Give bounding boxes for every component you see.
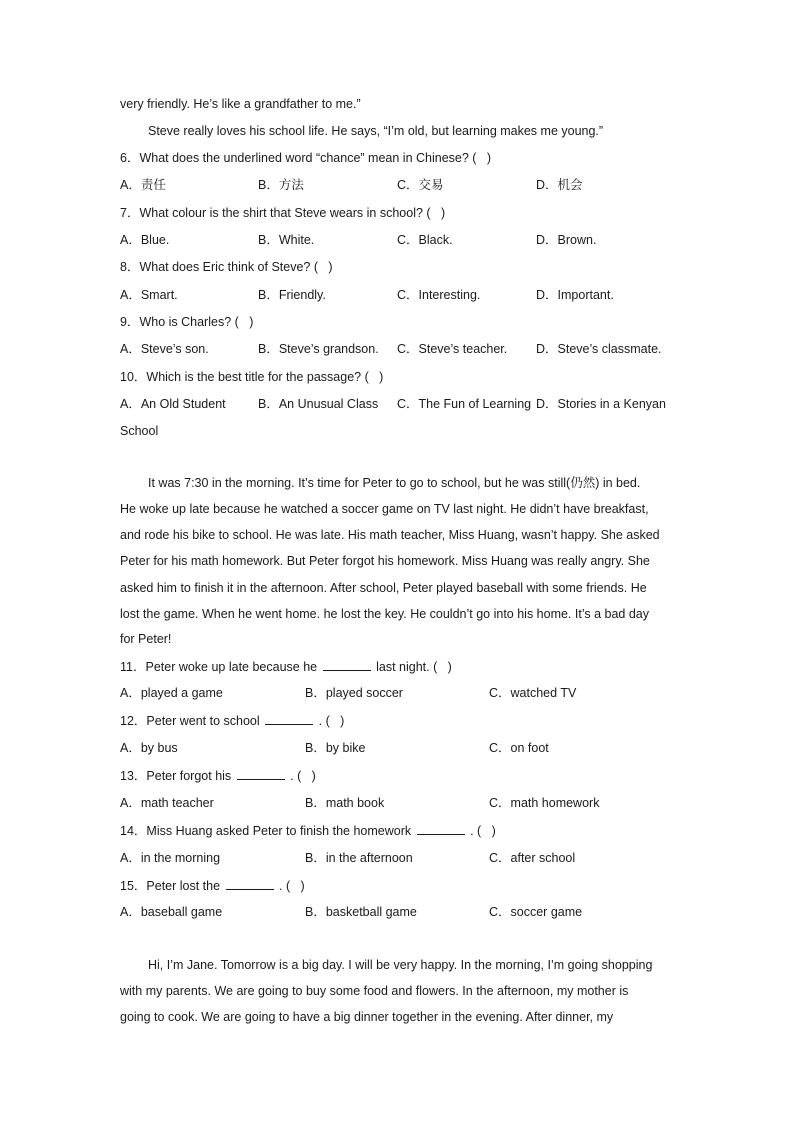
question-13-blank[interactable] <box>237 767 285 780</box>
passage2-line-6: lost the game. When he went home. he lost the key. He couldn’t go into his home. It’s a bad day <box>120 607 650 621</box>
question-11-stem <box>120 658 452 675</box>
question-8-option-d[interactable]: D．Important. <box>536 288 614 302</box>
question-14-stem <box>120 822 496 839</box>
question-13-option-c[interactable]: C．math homework <box>489 796 600 810</box>
question-9-option-d[interactable]: D．Steve’s classmate. <box>536 342 662 356</box>
question-6-option-c[interactable]: C．交易 <box>397 178 444 192</box>
question-7-option-a[interactable]: A．Blue. <box>120 233 170 247</box>
question-14-option-c[interactable]: C．after school <box>489 851 576 865</box>
question-7-option-b[interactable]: B．White. <box>258 233 315 247</box>
question-12-stem-pre: 12．Peter went to school <box>120 714 260 728</box>
passage3-line-3: going to cook. We are going to have a big dinner together in the evening. After dinner, my <box>120 1010 614 1024</box>
question-10-stem: 10．Which is the best title for the passage? ( ) <box>120 370 384 384</box>
question-13-option-b[interactable]: B．math book <box>305 796 385 810</box>
passage2-line-1: It was 7:30 in the morning. It’s time for Peter to go to school, but he was still(仍然) in bed. <box>148 476 641 490</box>
question-15-stem-pre: 15．Peter lost the <box>120 879 221 893</box>
question-8-option-b[interactable]: B．Friendly. <box>258 288 326 302</box>
question-11-stem-pre: 11．Peter woke up late because he <box>120 660 318 674</box>
question-15-stem <box>120 877 305 894</box>
question-13-stem-post: . ( ) <box>290 769 316 783</box>
question-14-stem-pre: 14．Miss Huang asked Peter to finish the homework <box>120 824 412 838</box>
passage3-line-1: Hi, I’m Jane. Tomorrow is a big day. I will be very happy. In the morning, I’m going shopping <box>148 958 653 972</box>
question-15-option-b[interactable]: B．basketball game <box>305 905 417 919</box>
question-15-option-a[interactable]: A．baseball game <box>120 905 223 919</box>
question-6-option-a[interactable]: A．责任 <box>120 178 166 192</box>
question-12-option-b[interactable]: B．by bike <box>305 741 366 755</box>
passage2-line-5: asked him to finish it in the afternoon. After school, Peter played baseball with some friends. He <box>120 581 647 595</box>
question-7-option-c[interactable]: C．Black. <box>397 233 453 247</box>
question-11-option-b[interactable]: B．played soccer <box>305 686 403 700</box>
question-6-stem: 6．What does the underlined word “chance” mean in Chinese? ( ) <box>120 151 492 165</box>
question-10-option-c[interactable]: C．The Fun of Learning <box>397 397 532 411</box>
question-14-option-b[interactable]: B．in the afternoon <box>305 851 413 865</box>
question-8-stem: 8．What does Eric think of Steve? ( ) <box>120 260 333 274</box>
question-11-option-c[interactable]: C．watched TV <box>489 686 577 700</box>
question-12-stem <box>120 712 344 729</box>
question-7-stem: 7．What colour is the shirt that Steve wears in school? ( ) <box>120 206 446 220</box>
question-10-option-d-wrap: School <box>120 424 159 438</box>
question-6-option-d[interactable]: D．机会 <box>536 178 583 192</box>
question-11-blank[interactable] <box>323 658 371 671</box>
question-9-option-c[interactable]: C．Steve’s teacher. <box>397 342 508 356</box>
passage2-line-3: and rode his bike to school. He was late. His math teacher, Miss Huang, wasn’t happy. She asked <box>120 528 660 542</box>
passage3-line-2: with my parents. We are going to buy some food and flowers. In the afternoon, my mother is <box>120 984 629 998</box>
question-12-option-a[interactable]: A．by bus <box>120 741 178 755</box>
question-9-stem: 9．Who is Charles? ( ) <box>120 315 254 329</box>
passage2-line-4: Peter for his math homework. But Peter forgot his homework. Miss Huang was really angry. She <box>120 554 650 568</box>
question-15-blank[interactable] <box>226 877 274 890</box>
question-11-option-a[interactable]: A．played a game <box>120 686 223 700</box>
question-9-option-b[interactable]: B．Steve’s grandson. <box>258 342 379 356</box>
question-12-option-c[interactable]: C．on foot <box>489 741 549 755</box>
question-14-blank[interactable] <box>417 822 465 835</box>
question-6-option-b[interactable]: B．方法 <box>258 178 304 192</box>
question-13-stem-pre: 13．Peter forgot his <box>120 769 232 783</box>
passage2-line-2: He woke up late because he watched a soccer game on TV last night. He didn’t have breakfast, <box>120 502 649 516</box>
question-10-option-a[interactable]: A．An Old Student <box>120 397 226 411</box>
question-12-stem-post: . ( ) <box>318 714 345 728</box>
question-13-stem <box>120 767 316 784</box>
question-9-option-a[interactable]: A．Steve’s son. <box>120 342 209 356</box>
passage1-line-2: Steve really loves his school life. He says, “I’m old, but learning makes me young.” <box>148 124 604 138</box>
question-14-stem-post: . ( ) <box>470 824 496 838</box>
question-7-option-d[interactable]: D．Brown. <box>536 233 597 247</box>
question-15-stem-post: . ( ) <box>279 879 305 893</box>
question-8-option-a[interactable]: A．Smart. <box>120 288 178 302</box>
question-14-option-a[interactable]: A．in the morning <box>120 851 221 865</box>
question-11-stem-post: last night. ( ) <box>376 660 452 674</box>
question-8-option-c[interactable]: C．Interesting. <box>397 288 481 302</box>
question-10-option-d[interactable]: D．Stories in a Kenyan <box>536 397 666 411</box>
question-13-option-a[interactable]: A．math teacher <box>120 796 214 810</box>
passage2-line-7: for Peter! <box>120 632 172 646</box>
question-15-option-c[interactable]: C．soccer game <box>489 905 583 919</box>
question-10-option-b[interactable]: B．An Unusual Class <box>258 397 379 411</box>
question-12-blank[interactable] <box>265 712 313 725</box>
passage1-line-1: very friendly. He’s like a grandfather to me.” <box>120 97 361 111</box>
